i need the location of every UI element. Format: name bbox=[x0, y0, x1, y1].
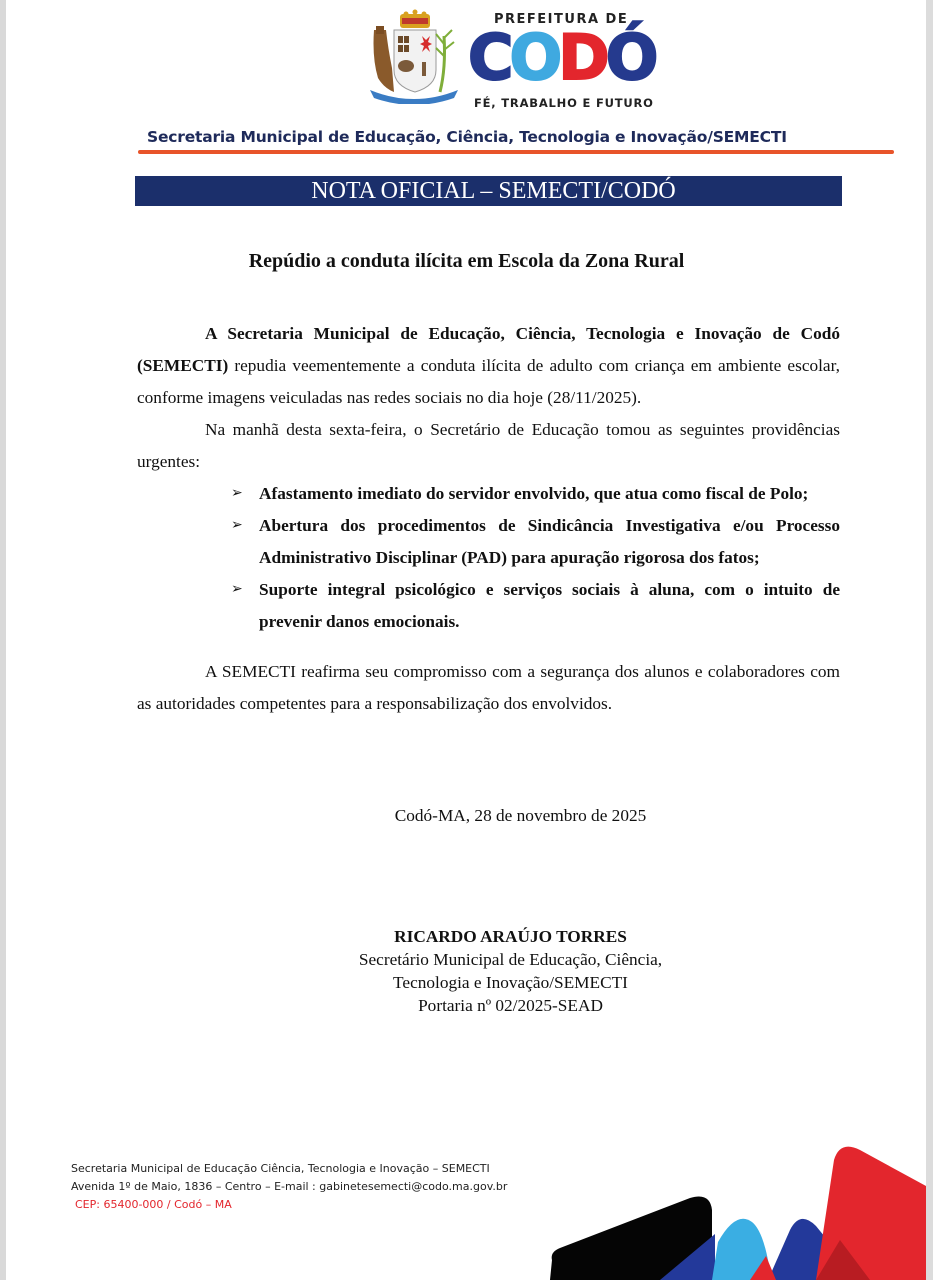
list-item bbox=[231, 510, 840, 574]
paragraph-1 bbox=[137, 318, 840, 414]
brand-wordmark bbox=[466, 12, 656, 112]
footer-line-1: Secretaria Municipal de Educação Ciência, Tecnologia e Inovação – SEMECTI bbox=[71, 1162, 490, 1175]
arrowhead-bullet-icon: ➢ bbox=[231, 486, 243, 501]
list-item-text: Suporte integral psicológico e serviços sociais à aluna, com o intuito de prevenir danos emocionais. bbox=[259, 580, 840, 631]
prefeitura-logo bbox=[366, 8, 656, 108]
signatory-role-line-2: Tecnologia e Inovação/SEMECTI bbox=[393, 973, 628, 992]
department-heading: Secretaria Municipal de Educação, Ciência, Tecnologia e Inovação/SEMECTI bbox=[147, 128, 787, 146]
arrowhead-bullet-icon: ➢ bbox=[231, 518, 243, 533]
signatory-name: RICARDO ARAÚJO TORRES bbox=[394, 927, 627, 946]
paragraph-2: Na manhã desta sexta-feira, o Secretário de Educação tomou as seguintes providências urgentes: bbox=[137, 420, 840, 471]
paragraph-1-text: repudia veementemente a conduta ilícita de adulto com criança em ambiente escolar, conforme imagens veiculadas nas redes sociais no dia hoje (28/11/2025). bbox=[137, 356, 840, 407]
brand-letter-o-accent: Ó bbox=[605, 21, 655, 94]
header-divider bbox=[138, 150, 894, 154]
list-item bbox=[231, 478, 840, 510]
signatory-portaria: Portaria nº 02/2025-SEAD bbox=[418, 996, 603, 1015]
page-edge-left bbox=[0, 0, 6, 1280]
place-and-date: Codó-MA, 28 de novembro de 2025 bbox=[394, 806, 647, 825]
decorative-shapes-icon bbox=[540, 1130, 926, 1280]
measures-list bbox=[231, 478, 840, 638]
brand-codo bbox=[468, 21, 655, 94]
signature-block bbox=[0, 925, 933, 1017]
list-item-text: Abertura dos procedimentos de Sindicância Investigativa e/ou Processo Administrativo Disciplinar (PAD) para apuração rigorosa dos fatos; bbox=[259, 516, 840, 567]
footer-address bbox=[71, 1160, 507, 1214]
list-item bbox=[231, 574, 840, 638]
coat-of-arms-icon bbox=[366, 8, 462, 104]
page-edge-right bbox=[926, 0, 933, 1280]
footer-line-3: CEP: 65400-000 / Codó – MA bbox=[75, 1198, 232, 1211]
brand-letter-c: C bbox=[468, 21, 510, 94]
note-body bbox=[137, 318, 840, 720]
paragraph-3: A SEMECTI reafirma seu compromisso com a segurança dos alunos e colaboradores com as autoridades competentes para a responsabilização dos envolvidos. bbox=[137, 662, 840, 713]
footer-line-2: Avenida 1º de Maio, 1836 – Centro – E-mail : gabinetesemecti@codo.ma.gov.br bbox=[71, 1180, 508, 1193]
list-item-text: Afastamento imediato do servidor envolvido, que atua como fiscal de Polo; bbox=[259, 484, 809, 503]
brand-letter-d: D bbox=[558, 21, 606, 94]
official-note-banner: NOTA OFICIAL – SEMECTI/CODÓ bbox=[135, 176, 842, 206]
brand-top-text: PREFEITURA DE bbox=[494, 12, 629, 27]
brand-tagline: FÉ, TRABALHO E FUTURO bbox=[474, 96, 654, 110]
brand-letter-o: O bbox=[509, 21, 559, 94]
signatory-role-line-1: Secretário Municipal de Educação, Ciência, bbox=[358, 950, 663, 969]
subject-heading: Repúdio a conduta ilícita em Escola da Zona Rural bbox=[248, 250, 685, 272]
paragraph-1-bold: A Secretaria Municipal de Educação, Ciência, Tecnologia e Inovação de Codó (SEMECTI) bbox=[137, 324, 840, 375]
arrowhead-bullet-icon: ➢ bbox=[231, 582, 243, 597]
